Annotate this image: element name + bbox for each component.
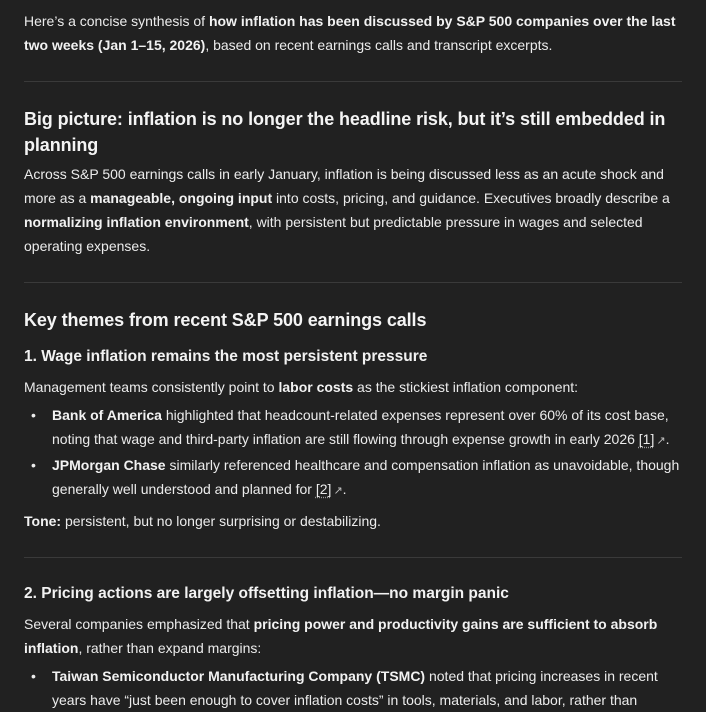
intro-text: Here’s a concise synthesis of [24, 13, 209, 29]
theme-2-lead-text: Several companies emphasized that [24, 616, 254, 632]
citation-link[interactable] [316, 481, 332, 497]
theme-1-lead-bold: labor costs [278, 379, 354, 395]
company-name: Bank of America [52, 407, 162, 423]
big-picture-bold-2: normalizing inflation environment [24, 214, 249, 230]
company-name: Taiwan Semiconductor Manufacturing Company (TSMC) [52, 668, 426, 684]
company-name: JPMorgan Chase [52, 457, 166, 473]
theme-2-bullets [24, 664, 682, 712]
themes-heading: Key themes from recent S&P 500 earnings calls [24, 310, 427, 330]
arrow-up-right-icon: ↗ [656, 435, 666, 447]
bullet-text: similarly referenced healthcare and compensation inflation as unavoidable, though generally well understood and planned for [52, 457, 680, 497]
big-picture-paragraph [24, 162, 682, 258]
tone-label: Tone: [24, 513, 62, 529]
theme-1-lead-text-end: as the stickiest inflation component: [353, 379, 579, 395]
citation-number: [2] [315, 481, 332, 497]
theme-2-heading: 2. Pricing actions are largely offsetting inflation—no margin panic [24, 585, 509, 602]
theme-2-lead-bold: pricing power and productivity gains are sufficient to absorb inflation [24, 616, 658, 656]
intro-bold: how inflation has been discussed by S&P 500 companies over the last two weeks (Jan 1–15, 2026) [24, 13, 676, 53]
bullet-text: highlighted that headcount-related expenses represent over 60% of its cost base, noting that wage and third-party inflation are still flowing through expense growth in early 2026 [52, 407, 669, 447]
theme-2-lead-text-end: , rather than expand margins: [78, 640, 262, 656]
intro-text-end: , based on recent earnings calls and transcript excerpts. [205, 37, 553, 53]
citation-link[interactable] [639, 431, 655, 447]
big-picture-text-3: , with persistent but predictable pressure in wages and selected operating expenses. [24, 214, 643, 254]
big-picture-bold-1: manageable, ongoing input [90, 190, 273, 206]
divider [24, 557, 682, 558]
theme-1-lead-text: Management teams consistently point to [24, 379, 279, 395]
bullet-end: . [665, 431, 670, 447]
theme-1-bullets [24, 403, 682, 503]
bullet-text: noted that pricing increases in recent years have “just been enough to cover inflation costs” in tools, materials, and labor, rather than [52, 668, 658, 708]
citation-number: [1] [638, 431, 655, 447]
theme-2-lead [24, 612, 682, 660]
bullet-end: . [342, 481, 347, 497]
tone-text: persistent, but no longer surprising or destabilizing. [61, 513, 381, 529]
list-item [24, 664, 682, 712]
list-item [24, 403, 682, 453]
theme-1-tone [24, 509, 682, 533]
big-picture-heading: Big picture: inflation is no longer the headline risk, but it’s still embedded in planning [24, 109, 666, 155]
big-picture-text: Across S&P 500 earnings calls in early January, inflation is being discussed less as an acute shock and more as a [24, 166, 664, 206]
divider [24, 282, 682, 283]
intro-paragraph [24, 9, 682, 57]
list-item [24, 453, 682, 503]
arrow-up-right-icon: ↗ [333, 485, 343, 497]
big-picture-text-2: into costs, pricing, and guidance. Executives broadly describe a [272, 190, 670, 206]
theme-1-lead [24, 375, 682, 399]
divider [24, 81, 682, 82]
theme-1-heading: 1. Wage inflation remains the most persistent pressure [24, 348, 428, 365]
